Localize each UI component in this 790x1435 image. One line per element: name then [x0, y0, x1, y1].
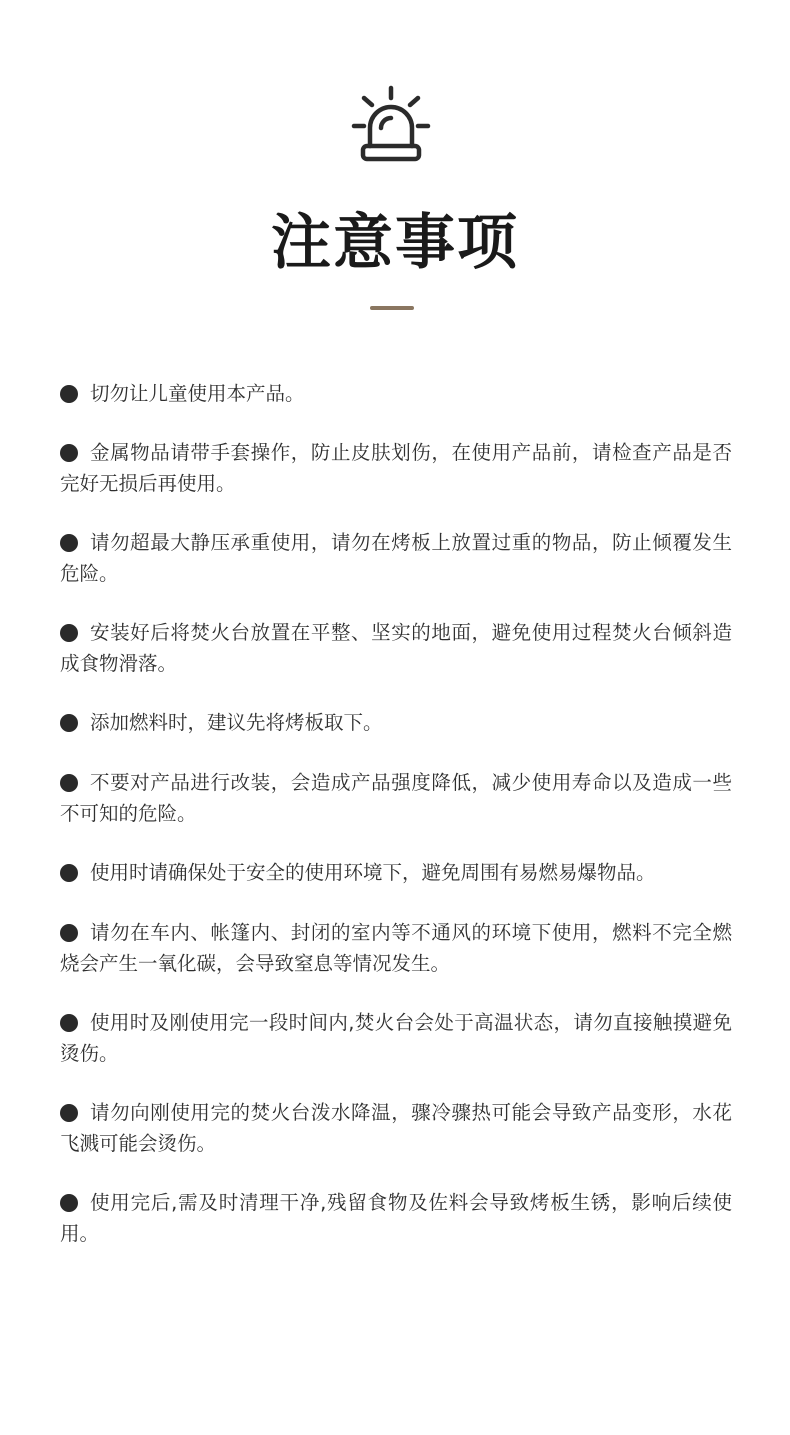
page-title: 注意事项: [271, 208, 519, 278]
bullet-icon: [60, 385, 78, 403]
note-text: 金属物品请带手套操作，防止皮肤划伤，在使用产品前，请检查产品是否完好无损后再使用。: [60, 441, 732, 495]
bullet-icon: [60, 534, 78, 552]
title-divider: [370, 306, 414, 310]
list-item: [60, 1187, 732, 1249]
note-text: 不要对产品进行改装，会造成产品强度降低，减少使用寿命以及造成一些不可知的危险。: [60, 771, 732, 825]
note-text: 使用时请确保处于安全的使用环境下，避免周围有易燃易爆物品。: [90, 861, 656, 884]
note-text: 安装好后将焚火台放置在平整、坚实的地面，避免使用过程焚火台倾斜造成食物滑落。: [60, 621, 732, 675]
bullet-icon: [60, 714, 78, 732]
list-item: [60, 1097, 732, 1159]
list-item: [60, 617, 732, 679]
bullet-icon: [60, 624, 78, 642]
bullet-icon: [60, 924, 78, 942]
note-text: 添加燃料时，建议先将烤板取下。: [90, 711, 383, 734]
bullet-icon: [60, 1014, 78, 1032]
note-text: 请勿向刚使用完的焚火台泼水降温，骤冷骤热可能会导致产品变形，水花飞溅可能会烫伤。: [60, 1101, 732, 1155]
note-text: 使用完后,需及时清理干净,残留食物及佐料会导致烤板生锈，影响后续使用。: [60, 1191, 732, 1245]
note-text: 请勿在车内、帐篷内、封闭的室内等不通风的环境下使用，燃料不完全燃烧会产生一氧化碳，会导致窒息等情况发生。: [60, 921, 732, 975]
list-item: [60, 707, 732, 738]
list-item: [60, 437, 732, 499]
bullet-icon: [60, 444, 78, 462]
list-item: [60, 767, 732, 829]
note-text: 使用时及刚使用完一段时间内,焚火台会处于高温状态，请勿直接触摸避免烫伤。: [60, 1011, 732, 1065]
list-item: [60, 378, 732, 409]
note-text: 切勿让儿童使用本产品。: [90, 382, 305, 405]
list-item: [60, 857, 732, 888]
bullet-icon: [60, 1194, 78, 1212]
bullet-icon: [60, 1104, 78, 1122]
alarm-siren-icon: [350, 84, 432, 166]
bullet-icon: [60, 864, 78, 882]
list-item: [60, 917, 732, 979]
note-text: 请勿超最大静压承重使用，请勿在烤板上放置过重的物品，防止倾覆发生危险。: [60, 531, 732, 585]
list-item: [60, 527, 732, 589]
bullet-icon: [60, 774, 78, 792]
list-item: [60, 1007, 732, 1069]
